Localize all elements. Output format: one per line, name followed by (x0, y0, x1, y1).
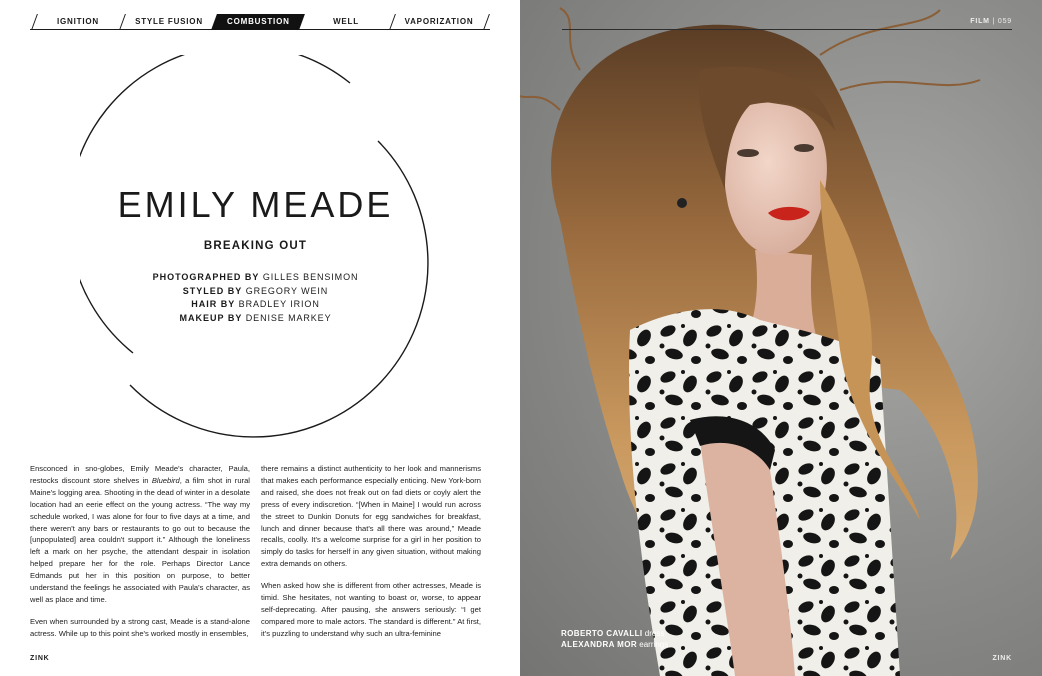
credit-line: STYLED BY GREGORY WEIN (182, 285, 329, 296)
folio-rule (562, 29, 1012, 30)
paragraph: there remains a distinct authenticity to her look and mannerisms that makes each performance especially enticing. New York-born and raised, she does not freak out on fad diets or coyly alert the press of every indiscretion. “[When in Maine] I would run across the street to Dunkin Donuts for egg sandwiches for breakfast, lunch and dinner because that's all there was around,” Meade recalls, coolly. It's a welcome surprise for a girl in her position to simply do tasks for herself in any given situation, without making extra demands on others. (261, 464, 481, 569)
nav-separator (389, 14, 396, 30)
nav-tab-combustion[interactable] (211, 14, 305, 30)
nav-separator (483, 14, 490, 30)
wardrobe-caption (561, 628, 668, 650)
paragraph: Even when surrounded by a strong cast, Meade is a stand-alone actress. While up to this point she's worked mostly in ensembles, (30, 616, 250, 638)
left-page (0, 0, 520, 676)
nav-tab-combustion-label: COMBUSTION (226, 17, 290, 26)
credit-line: PHOTOGRAPHED BY GILLES BENSIMON (152, 272, 359, 282)
section-nav (30, 14, 490, 30)
paragraph: Ensconced in sno-globes, Emily Meade's character, Paula, restocks discount store shelves in Bluebird, a film shot in rural Maine's logging area. Shooting in the dead of winter in a desolate location had an eerie effect on the young actress. “The way my schedule worked, I was alone for four to five days at a time, and there weren't any bars or restaurants to go out to because the [unpopulated] area couldn't support it.” Although the loneliness left a mark on her psyche, the attendant despair in isolation helped prepare her for the role. Perhaps Director Lance Edmands put her in this position on purpose, to better understand the feelings he associated with Paula's character, as well as place and time. (30, 464, 250, 604)
footer-logo-left: ZINK (30, 655, 50, 662)
footer-logo-right: ZINK (992, 655, 1012, 662)
nav-tab-vaporization[interactable]: VAPORIZATION (404, 17, 474, 26)
body-column-1 (30, 463, 250, 650)
credit-line: MAKEUP BY DENISE MARKEY (179, 312, 332, 323)
nav-separator (119, 14, 126, 30)
page-folio: FILM | 059 (970, 18, 1012, 25)
caption-line: ALEXANDRA MOR earrings (561, 640, 669, 649)
nav-tab-well[interactable]: WELL (333, 17, 359, 26)
nav-tab-ignition[interactable]: IGNITION (57, 17, 99, 26)
nav-tab-style-fusion[interactable]: STYLE FUSION (135, 17, 203, 26)
credit-line: HAIR BY BRADLEY IRION (191, 299, 320, 309)
caption-line: ROBERTO CAVALLI dress (561, 629, 665, 638)
body-column-2 (261, 463, 481, 650)
article-subtitle: BREAKING OUT (203, 240, 308, 252)
nav-separator (31, 14, 38, 30)
paragraph: When asked how she is different from other actresses, Meade is timid. She hesitates, not wanting to boast or, worse, to appear self-deprecating. After pausing, she answers seriously: “I get compared more to male actors. The standard is different.” At first, it's puzzling to understand why such an ultra-feminine (261, 581, 481, 638)
right-page (520, 0, 1042, 676)
article-title: EMILY MEADE (117, 184, 394, 225)
portrait-photo (520, 0, 1042, 676)
photo-credits (88, 271, 423, 325)
